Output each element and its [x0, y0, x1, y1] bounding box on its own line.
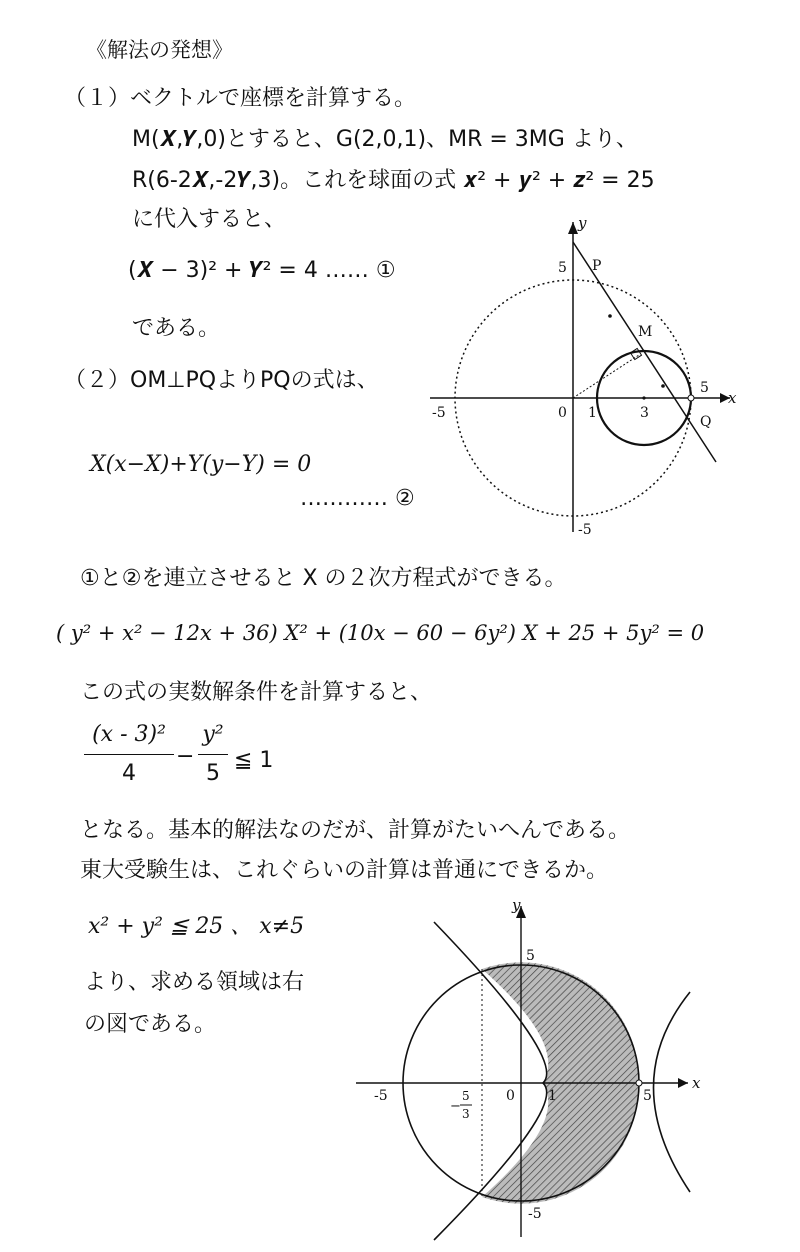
comment-1: となる。基本的解法なのだが、計算がたいへんである。 [80, 818, 631, 843]
part1-line4: である。 [132, 316, 221, 341]
fig2-label-x: x [692, 1074, 701, 1092]
fig1-om-segment [573, 355, 639, 398]
fig1-label-one: 1 [588, 405, 597, 421]
fig1-label-neg-five-left: -5 [432, 405, 446, 421]
fig1-y-arrow-icon [568, 222, 578, 234]
ineq-den-2: 5 [206, 761, 220, 786]
fig2-hyperbola-right [654, 992, 691, 1192]
fig2-label-y: y [512, 896, 521, 914]
figure-2 [352, 892, 712, 1242]
fig1-label-m: M [638, 324, 653, 340]
fig2-label-five-right: 5 [643, 1088, 652, 1104]
combine-text: ①と②を連立させると X の２次方程式ができる。 [80, 566, 567, 591]
fig1-point-3 [642, 396, 645, 399]
equation-1: (𝑿 − 3)² + 𝒀² = 4 …… ① [128, 258, 396, 283]
fig2-label-frac-neg: − [450, 1099, 461, 1114]
part1-line1-text: M(𝑿,𝒀,0)とすると、G(2,0,1)、MR = 3MG より、 [132, 127, 638, 152]
ineq-rel: ≦ 1 [234, 748, 274, 773]
fig1-label-five-top: 5 [558, 260, 567, 276]
fig1-line-pq [573, 242, 716, 462]
fig2-label-five-top: 5 [526, 948, 535, 964]
fig2-label-origin: 0 [506, 1088, 515, 1104]
region-text-2: の図である。 [84, 1012, 217, 1037]
inequality [84, 722, 304, 802]
part1-heading: （１）ベクトルで座標を計算する。 [64, 86, 417, 111]
quadratic-equation: ( y² + x² − 12x + 36) X² + (10x − 60 − 6y²) X + 25 + 5y² = 0 [56, 621, 705, 645]
fig2-label-frac-num: 5 [462, 1089, 470, 1103]
equation-2: X(x−X)+Y(y−Y) = 0 [90, 452, 312, 477]
fig1-label-q: Q [700, 414, 712, 430]
fig1-label-five-right: 5 [700, 380, 709, 396]
fig1-point-5 [688, 395, 694, 401]
fig2-x-arrow-icon [678, 1078, 688, 1088]
ineq-num-1: (x - 3)² [92, 722, 166, 747]
fig1-label-origin: 0 [558, 405, 567, 421]
fig1-label-neg-five-bottom: -5 [578, 522, 592, 538]
part1-line2: R(6-2𝑿,-2𝒀,3)。これを球面の式 𝒙² + 𝒚² + 𝒛² = 25 [132, 168, 655, 193]
fig1-tick-mark [661, 384, 665, 388]
fig2-point-5 [636, 1080, 642, 1086]
fig1-label-y: y [578, 214, 587, 232]
fig2-label-frac-den: 3 [462, 1107, 470, 1121]
constraint: x² + y² ≦ 25 、 x≠5 [88, 914, 305, 939]
fig1-label-x: x [728, 389, 737, 407]
ineq-num-2: y² [202, 722, 224, 747]
fig2-label-neg-five-left: -5 [374, 1088, 388, 1104]
ineq-den-1: 4 [122, 761, 136, 786]
ineq-minus: − [176, 744, 195, 769]
condition-intro: この式の実数解条件を計算すると、 [80, 680, 433, 705]
part1-line1 [132, 127, 638, 153]
figure-1 [420, 212, 750, 538]
title: 《解法の発想》 [86, 38, 233, 62]
equation-2-tag: ………… ② [300, 486, 415, 511]
part2-heading: （２）OM⊥PQよりPQの式は、 [64, 368, 379, 393]
fig1-label-three: 3 [640, 405, 649, 421]
fig1-tick-mark [608, 314, 612, 318]
fig1-label-p: P [592, 258, 602, 274]
fig2-label-neg-five-bottom: -5 [528, 1206, 542, 1222]
region-text-1: より、求める領域は右 [84, 970, 305, 995]
comment-2: 東大受験生は、これぐらいの計算は普通にできるか。 [80, 858, 609, 883]
fig2-label-one: 1 [548, 1088, 557, 1104]
part1-line3: に代入すると、 [132, 207, 287, 232]
